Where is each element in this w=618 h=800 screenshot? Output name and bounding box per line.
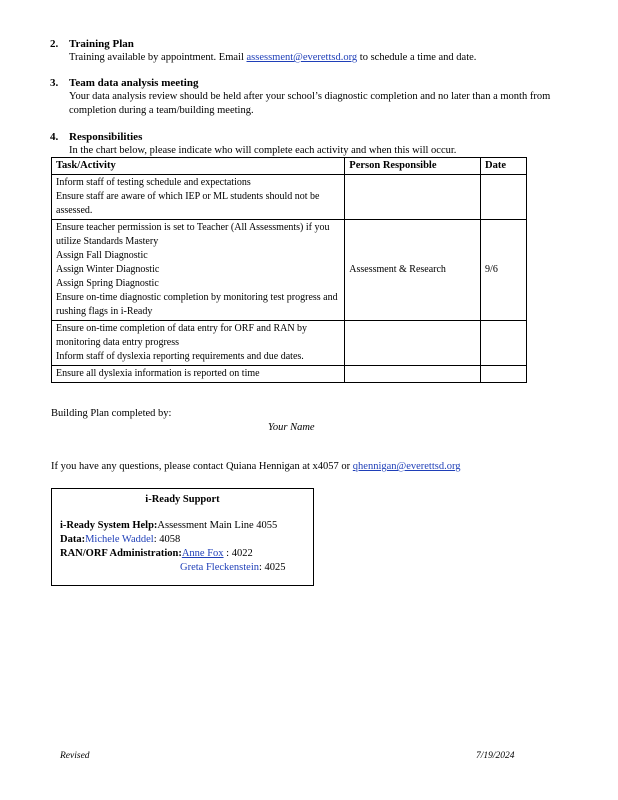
task-line: Inform staff of testing schedule and expectations [56,177,251,188]
task-line: Ensure on-time diagnostic completion by monitoring test progress and rushing flags in i-Ready [56,292,338,317]
footer-date: 7/19/2024 [476,751,515,761]
ran-contact-link-2[interactable]: Greta Fleckenstein [180,562,260,573]
task-line: Ensure staff are aware of which IEP or ML students should not be assessed. [56,191,320,216]
section-heading [50,130,570,144]
section-title: Responsibilities [69,131,143,143]
assessment-email-link[interactable]: assessment@everettsd.org [246,52,358,63]
task-cell [52,321,345,366]
section-number: 4. [50,131,59,143]
contact-email-link[interactable]: qhennigan@everettsd.org [352,461,461,472]
table-row [52,321,527,366]
system-help-value: Assessment Main Line 4055 [157,520,278,531]
task-cell [52,175,345,220]
table-row [52,220,527,321]
date-cell[interactable] [481,366,527,383]
ran-extension-2: : 4025 [259,562,286,573]
system-help-label: i-Ready System Help: [60,520,158,531]
footer-revised: Revised [60,751,90,761]
date-cell[interactable] [481,321,527,366]
section-number: 3. [50,77,59,89]
ran-contact-link[interactable]: Anne Fox [181,548,224,559]
support-ran-line-2 [60,561,305,575]
date-cell[interactable] [481,175,527,220]
task-line: Ensure all dyslexia information is reported on time [56,368,260,379]
task-line: Assign Winter Diagnostic [56,264,160,275]
data-extension: : 4058 [153,534,181,545]
task-line: Ensure teacher permission is set to Teacher (All Assessments) if you utilize Standards Mastery [56,222,330,247]
support-title: i-Ready Support [145,494,220,505]
task-line: Ensure on-time completion of data entry for ORF and RAN by monitoring data entry progress [56,323,308,348]
header-date: Date [481,158,527,175]
table-row [52,175,527,220]
section-number: 2. [50,38,59,50]
section-team-data-analysis [50,76,570,118]
plan-completed-label: Building Plan completed by: [51,408,172,419]
section-title: Team data analysis meeting [69,77,199,89]
header-task: Task/Activity [52,158,345,175]
table-row [52,366,527,383]
training-text: Training available by appointment. Email [69,52,247,63]
support-data-line [60,533,305,547]
section-body: Your data analysis review should be held after your school’s diagnostic completion and no later than a month from completion during a team/building meeting. [69,91,551,116]
support-ran-line [60,547,305,561]
questions-text: If you have any questions, please contact Quiana Hennigan at x4057 or [51,461,353,472]
person-cell[interactable]: Assessment & Research [345,220,481,321]
person-cell[interactable] [345,175,481,220]
ran-extension: : 4022 [223,548,253,559]
data-label: Data: [60,534,86,545]
section-heading [50,37,570,51]
support-system-line [60,519,305,533]
responsibilities-table [51,157,527,383]
section-body [50,51,570,65]
iready-support-box [51,488,314,586]
task-cell [52,366,345,383]
section-heading [50,76,570,90]
section-training-plan [50,37,570,65]
plan-completed-name[interactable]: Your Name [268,422,315,433]
task-line: Assign Fall Diagnostic [56,250,148,261]
section-intro: In the chart below, please indicate who will complete each activity and when this will occur. [69,145,457,156]
header-person: Person Responsible [345,158,481,175]
task-line: Assign Spring Diagnostic [56,278,159,289]
data-contact-link[interactable]: Michele Waddel [85,534,154,545]
ran-orf-label: RAN/ORF Administration: [60,548,182,559]
person-cell[interactable] [345,321,481,366]
section-responsibilities [50,130,570,158]
person-cell[interactable] [345,366,481,383]
task-line: Inform staff of dyslexia reporting requirements and due dates. [56,351,304,362]
training-text-end: to schedule a time and date. [357,52,477,63]
task-cell [52,220,345,321]
date-cell[interactable]: 9/6 [481,220,527,321]
questions-line [51,460,551,474]
table-header-row [52,158,527,175]
section-title: Training Plan [69,38,134,50]
